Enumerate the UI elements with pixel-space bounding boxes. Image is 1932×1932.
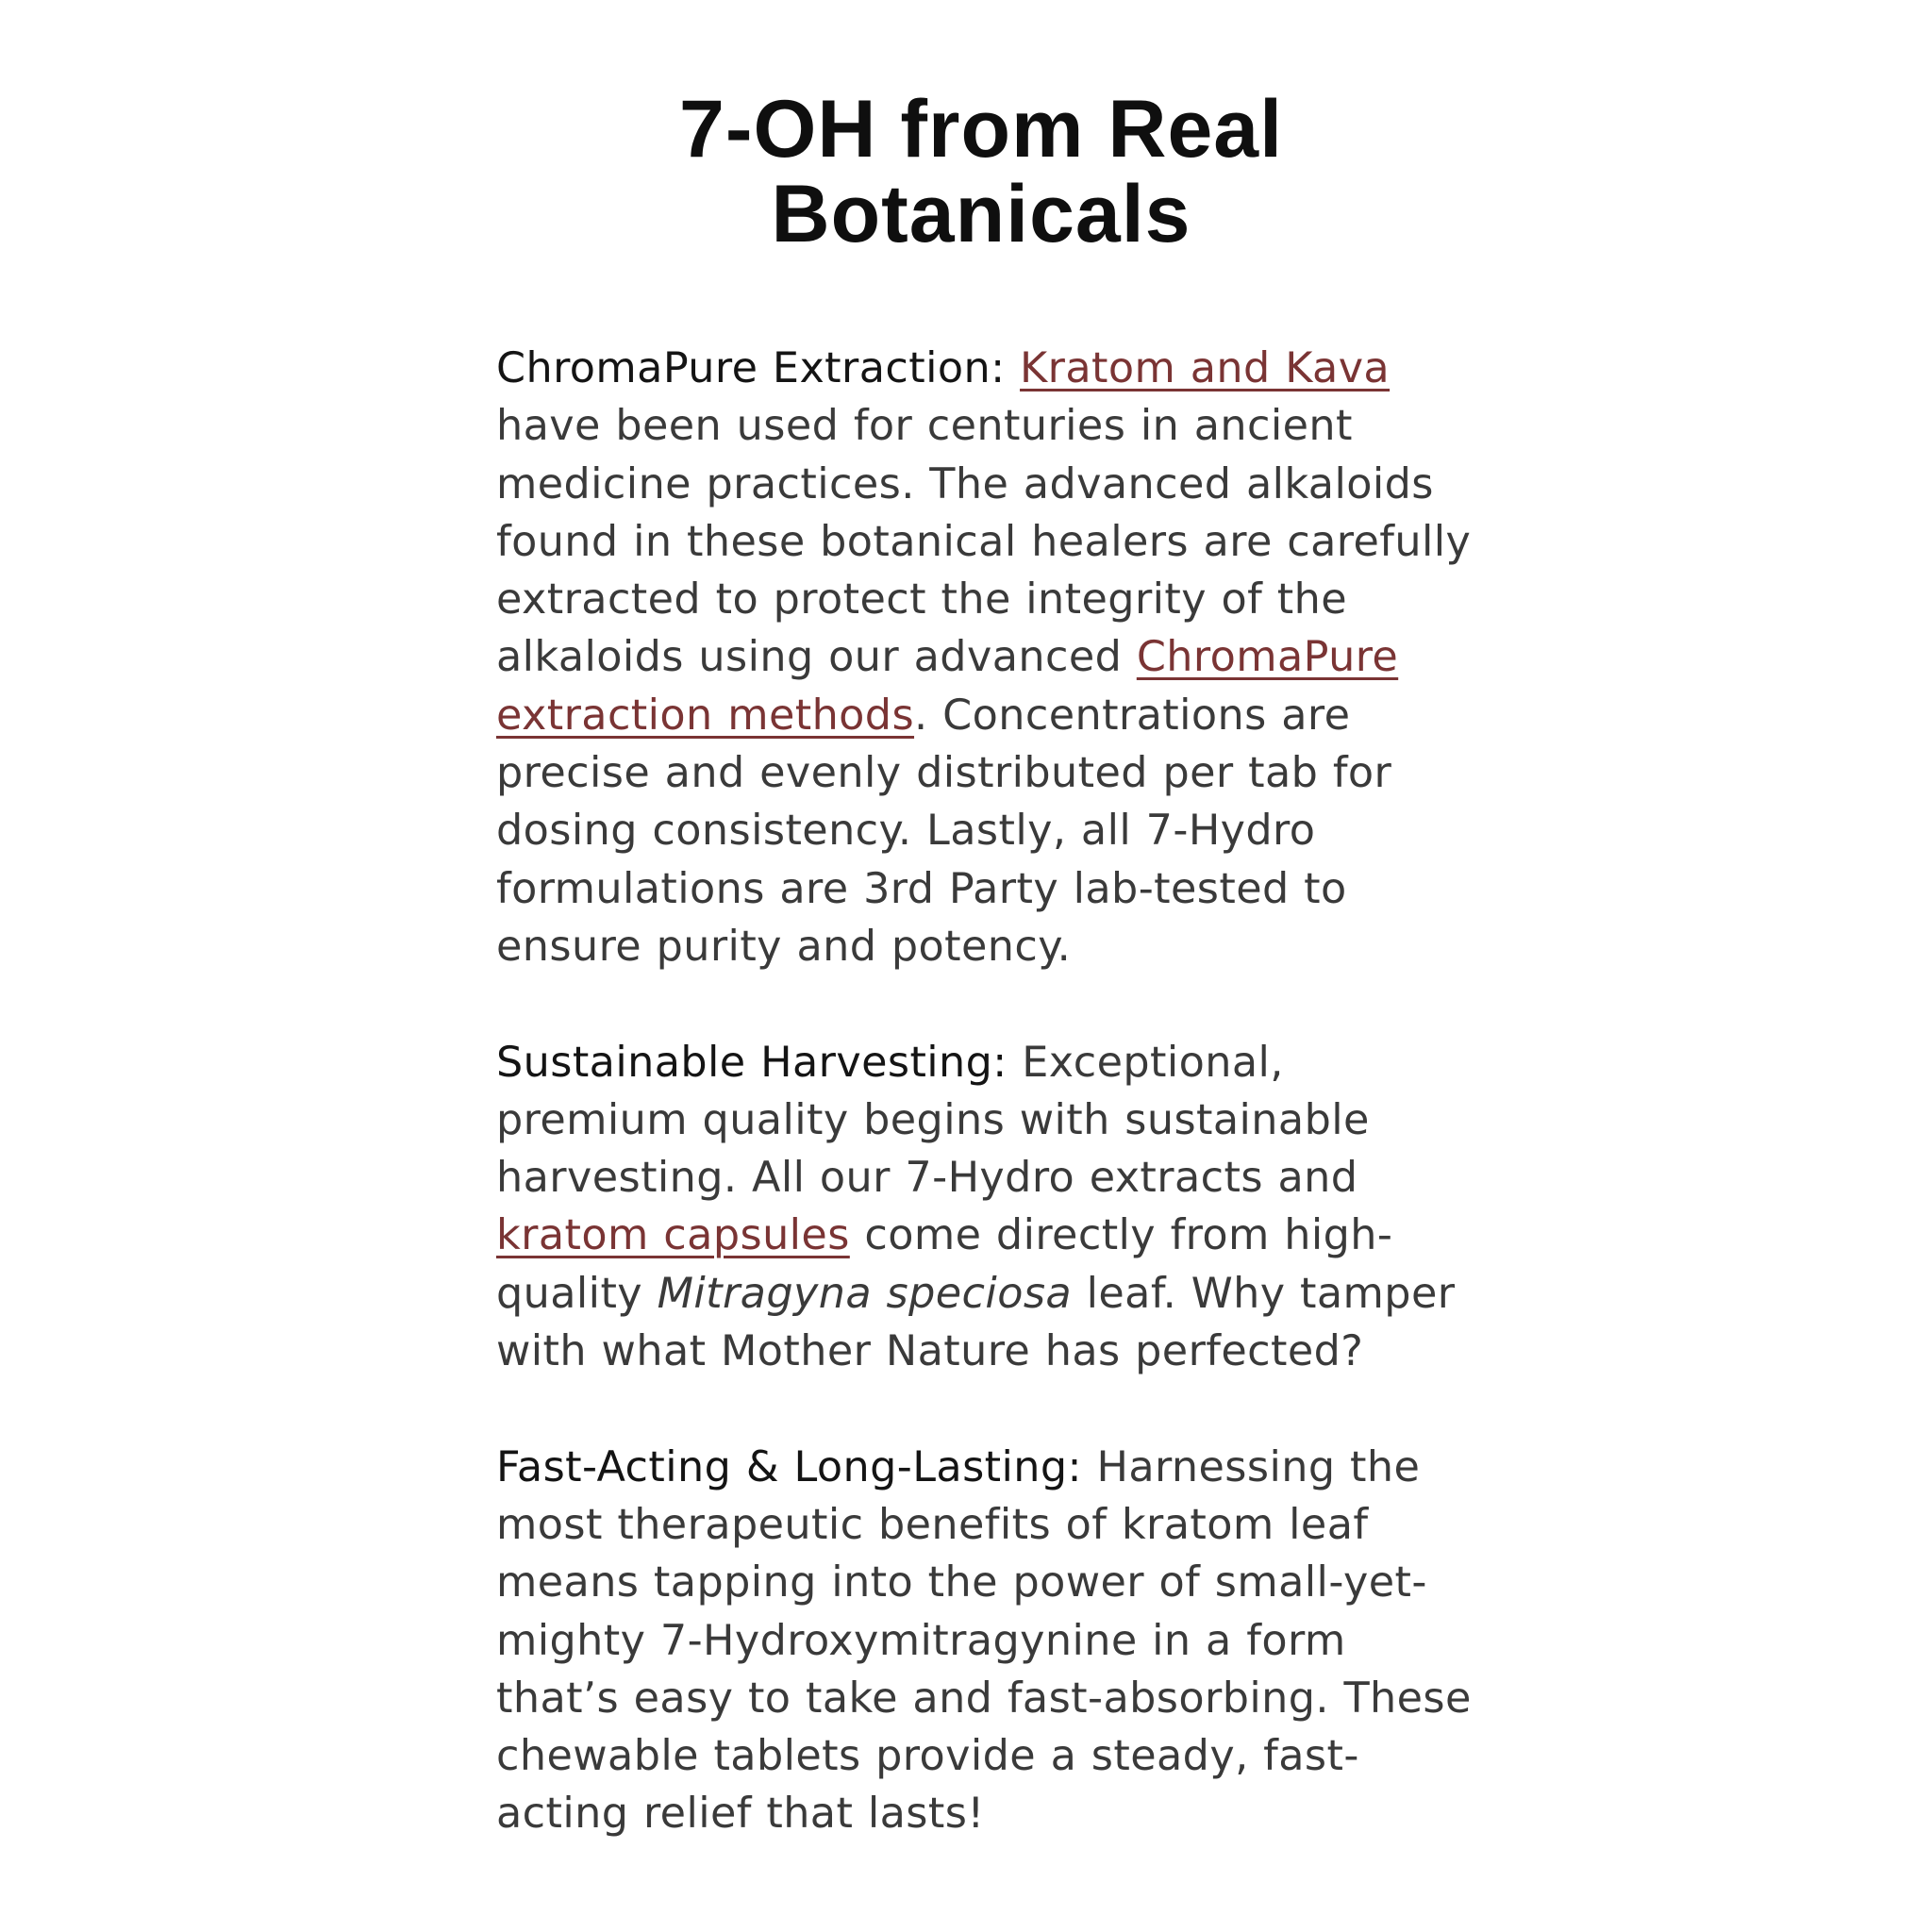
- page-title-line-2: Botanicals: [771, 169, 1191, 259]
- species-name: Mitragyna speciosa: [657, 1269, 1073, 1318]
- page-title: [494, 84, 1468, 259]
- harvesting-text-2: come directly from high-quality: [496, 1211, 1393, 1318]
- fast-acting-lead: Fast-Acting & Long-Lasting:: [496, 1442, 1082, 1491]
- harvesting-text-3: leaf. Why tamper with what Mother Nature has perfected?: [496, 1269, 1456, 1376]
- kratom-capsules-link[interactable]: kratom capsules: [496, 1211, 850, 1260]
- extraction-paragraph: [496, 340, 1477, 975]
- extraction-text-2: . Concentrations are precise and evenly distributed per tab for dosing consistency. Lastly, all 7-Hydro formulations are 3rd Party lab-tested to ensure purity and potency.: [496, 691, 1392, 971]
- harvesting-lead: Sustainable Harvesting:: [496, 1038, 1008, 1087]
- extraction-text-1: have been used for centuries in ancient medicine practices. The advanced alkaloids found in these botanical healers are carefully extracted to protect the integrity of the alkaloids using our advanced: [496, 402, 1472, 682]
- fast-acting-paragraph: [496, 1439, 1477, 1843]
- page-title-line-1: 7-OH from Real: [678, 84, 1284, 175]
- fast-acting-text: Harnessing the most therapeutic benefits of kratom leaf means tapping into the power of small-yet-mighty 7-Hydroxymitragynine in a form that’s easy to take and fast-absorbing. These chewable tablets provide a steady, fast-acting relief that lasts!: [496, 1442, 1472, 1839]
- kratom-and-kava-link[interactable]: Kratom and Kava: [1020, 344, 1391, 392]
- article-body: [496, 340, 1477, 1843]
- chromapure-extraction-methods-link[interactable]: ChromaPure extraction methods: [496, 633, 1399, 740]
- harvesting-text-1: Exceptional, premium quality begins with sustainable harvesting. All our 7-Hydro extracts and: [496, 1038, 1370, 1203]
- harvesting-paragraph: [496, 1034, 1477, 1381]
- extraction-lead: ChromaPure Extraction:: [496, 344, 1006, 392]
